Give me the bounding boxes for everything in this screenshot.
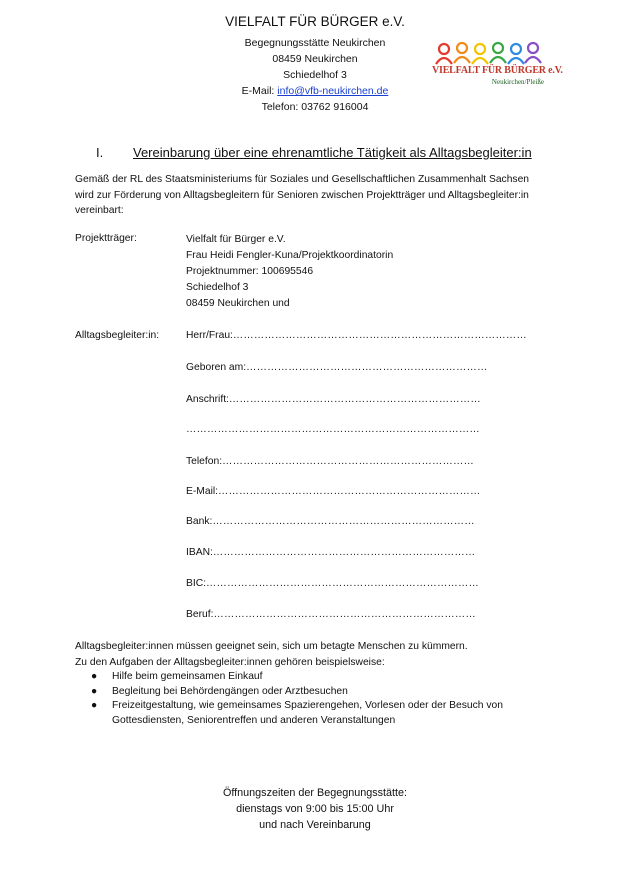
projekttraeger-line: Projektnummer: 100695546 [186,266,314,277]
tasks-list [75,670,545,728]
field-label: BIC: [186,578,207,589]
list-item [75,699,545,728]
suitability-text: Alltagsbegleiter:innen müssen geeignet sein, sich um betagte Menschen zu kümmern. [75,641,468,652]
footer-appointment: und nach Vereinbarung [259,819,371,831]
field-label: Herr/Frau: [186,330,233,341]
field-bank[interactable] [186,516,475,527]
fill-in-line[interactable]: ………………………………………………………………………… [232,330,527,341]
footer-hours: dienstags von 9:00 bis 15:00 Uhr [236,803,394,815]
footer-hours-title: Öffnungszeiten der Begegnungsstätte: [222,787,408,799]
field-address[interactable] [186,394,481,405]
field-email[interactable] [186,486,480,497]
address-line-venue: Begegnungsstätte Neukirchen [244,37,386,49]
projekttraeger-line: Frau Heidi Fengler-Kuna/Projektkoordinatorin [186,250,394,261]
tasks-intro: Zu den Aufgaben der Alltagsbegleiter:innen gehören beispielsweise: [75,657,385,668]
fill-in-line[interactable]: …………………………………………………………………… [206,578,479,589]
fill-in-line[interactable]: ……………………………………………………………… [228,394,481,405]
list-item [75,685,545,700]
field-label: E-Mail: [186,486,219,497]
bullet-icon: ● [91,685,98,697]
field-birthdate[interactable] [186,362,488,373]
fill-in-line[interactable]: ………………………………………………………………………… [186,424,480,435]
fill-in-line[interactable]: ………………………………………………………………… [213,609,476,620]
list-item-text: Hilfe beim gemeinsamen Einkauf [112,671,263,682]
bullet-icon: ● [91,671,98,682]
field-profession[interactable] [186,609,476,620]
projekttraeger-line: Vielfalt für Bürger e.V. [186,234,286,245]
list-item [75,670,545,685]
section-number: I. [96,145,104,160]
projekttraeger-line: 08459 Neukirchen und [186,298,290,309]
field-label: Anschrift: [186,394,229,405]
phone-line: Telefon: 03762 916004 [261,101,369,113]
fill-in-line[interactable]: …………………………………………………………… [246,362,488,373]
alltagsbegleiter-label: Alltagsbegleiter:in: [75,330,160,341]
address-line-city: 08459 Neukirchen [272,53,358,65]
intro-paragraph: Gemäß der RL des Staatsministeriums für Soziales und Gesellschaftlichen Zusammenhalt Sachsen wird zur Förderung von Alltagsbegleitern für Senioren zwischen Projektträger und Alltagsbegleiter:in vereinbart: [75,174,530,216]
email-link[interactable]: info@vfb-neukirchen.de [277,85,389,97]
projekttraeger-label: Projektträger: [75,233,137,244]
email-label: E-Mail: [241,85,278,97]
field-label: IBAN: [186,547,213,558]
field-name[interactable] [186,330,527,341]
bullet-icon: ● [91,700,98,711]
email-line [150,83,480,99]
field-label: Geboren am: [186,362,247,373]
list-item-text: Begleitung bei Behördengängen oder Arztbesuchen [112,685,348,697]
field-address-line-2[interactable] [186,424,480,435]
section-title: Vereinbarung über eine ehrenamtliche Tätigkeit als Alltagsbegleiter:in [133,145,532,160]
logo-text: VIELFALT FÜR BÜRGER e.V. [432,65,563,76]
fill-in-line[interactable]: ……………………………………………………………… [222,456,475,467]
address-line-street: Schiedelhof 3 [283,69,347,81]
field-label: Bank: [186,516,213,527]
field-label: Beruf: [186,609,214,620]
organization-name: VIELFALT FÜR BÜRGER e.V. [225,14,405,29]
list-item-text: Freizeitgestaltung, wie gemeinsames Spazierengehen, Vorlesen oder der Besuch von Gottesdiensten, Seniorentreffen und anderen Veranstaltungen [112,700,503,726]
fill-in-line[interactable]: ………………………………………………………………… [218,486,481,497]
field-label: Telefon: [186,456,223,467]
organization-logo [432,40,563,92]
field-phone[interactable] [186,456,474,467]
logo-subtext: Neukirchen/Pleiße [491,78,544,86]
projekttraeger-line: Schiedelhof 3 [186,282,249,293]
field-iban[interactable] [186,547,475,558]
fill-in-line[interactable]: ………………………………………………………………… [212,547,476,558]
field-bic[interactable] [186,578,479,589]
fill-in-line[interactable]: ………………………………………………………………… [212,516,475,527]
